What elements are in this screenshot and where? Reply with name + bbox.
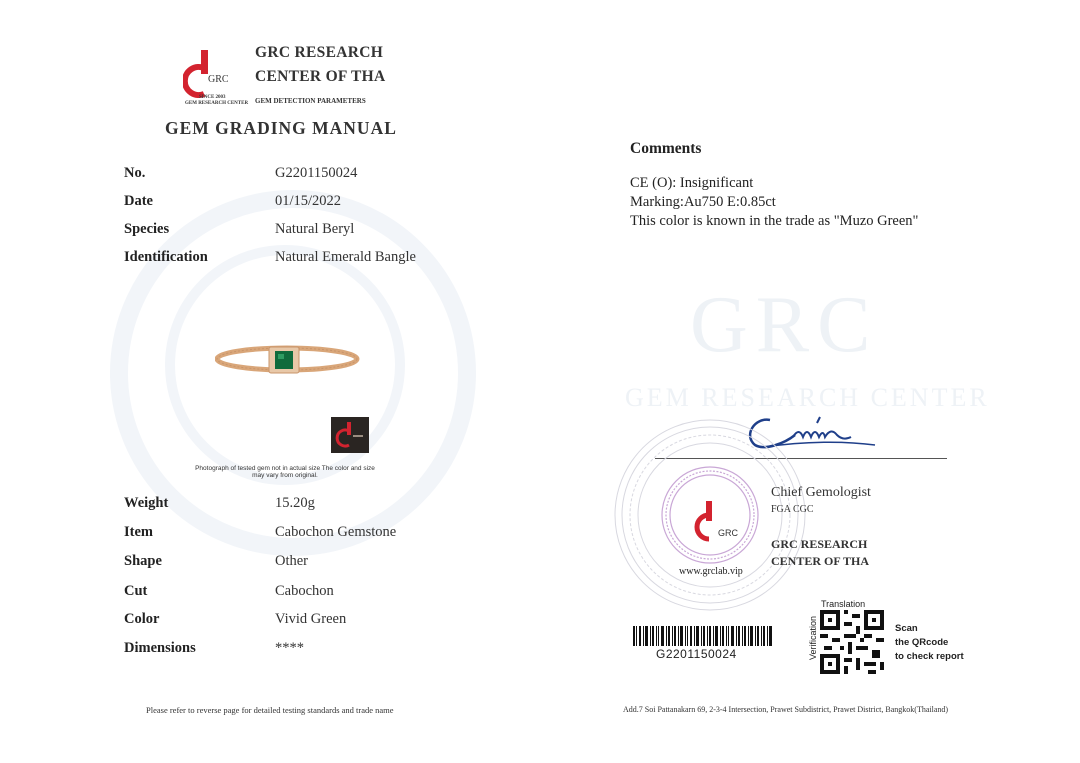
label-species: Species xyxy=(124,221,170,237)
signer-org-line2: CENTER OF THA xyxy=(771,554,870,568)
value-no: G2201150024 xyxy=(275,165,358,181)
value-color: Vivid Green xyxy=(275,611,347,627)
label-weight: Weight xyxy=(124,495,169,511)
qr-instructions xyxy=(895,622,964,664)
value-identification: Natural Emerald Bangle xyxy=(275,249,416,265)
qr-instruction-line: Scan xyxy=(895,623,918,634)
barcode xyxy=(633,626,773,646)
seal-url: www.grclab.vip xyxy=(679,566,743,577)
qr-instruction-line: to check report xyxy=(895,651,964,662)
barcode-number: G2201150024 xyxy=(656,647,737,661)
certification-seal xyxy=(610,415,810,615)
watermark-grc: GRC xyxy=(690,281,879,369)
signer-org-line1: GRC RESEARCH xyxy=(771,537,868,551)
qr-top-label: Translation xyxy=(821,599,866,609)
photo-caption: Photograph of tested gem not in actual size The color and size may vary from original. xyxy=(195,465,375,479)
logo-text: GRC xyxy=(208,74,229,85)
manual-title: GEM GRADING MANUAL xyxy=(165,118,397,138)
label-identification: Identification xyxy=(124,249,208,265)
value-cut: Cabochon xyxy=(275,583,334,599)
label-color: Color xyxy=(124,611,160,627)
org-name-line1: GRC RESEARCH xyxy=(255,44,384,61)
value-item: Cabochon Gemstone xyxy=(275,524,397,540)
value-date: 01/15/2022 xyxy=(275,193,342,209)
label-item: Item xyxy=(124,524,153,540)
comment-line: CE (O): Insignificant xyxy=(630,175,754,191)
label-dimensions: Dimensions xyxy=(124,640,196,656)
logo-caption-2: GEM RESEARCH CENTER xyxy=(185,101,249,106)
logo-caption-1: SINCE 2003 xyxy=(199,95,226,100)
qr-instruction-line: the QRcode xyxy=(895,637,949,648)
gem-photo xyxy=(215,335,360,385)
value-species: Natural Beryl xyxy=(275,221,355,237)
qr-code[interactable] xyxy=(820,610,884,674)
value-weight: 15.20g xyxy=(275,495,315,511)
footer-address: Add.7 Soi Pattanakarn 69, 2-3-4 Intersection, Prawet Subdistrict, Prawet District, Bangkok(Thailand) xyxy=(623,705,949,714)
signer-credentials: FGA CGC xyxy=(771,504,814,515)
label-cut: Cut xyxy=(124,583,148,599)
comment-line: This color is known in the trade as "Muzo Green" xyxy=(630,213,919,229)
value-dimensions: **** xyxy=(275,640,304,656)
watermark-gem-research: GEM RESEARCH CENTER xyxy=(625,383,990,412)
seal-logo-text: GRC xyxy=(718,528,738,538)
qr-side-label: Verification xyxy=(808,615,818,661)
signer-role: Chief Gemologist xyxy=(771,485,871,500)
grc-stamp-small xyxy=(331,417,369,453)
comments-block xyxy=(630,174,918,231)
footer-left-note: Please refer to reverse page for detailed testing standards and trade name xyxy=(146,705,394,715)
value-shape: Other xyxy=(275,553,309,569)
org-subline: GEM DETECTION PARAMETERS xyxy=(255,97,366,105)
label-no: No. xyxy=(124,165,146,181)
comment-line: Marking:Au750 E:0.85ct xyxy=(630,194,776,210)
org-name-line2: CENTER OF THA xyxy=(255,68,386,85)
comments-title: Comments xyxy=(630,140,702,157)
label-date: Date xyxy=(124,193,153,209)
label-shape: Shape xyxy=(124,553,162,569)
